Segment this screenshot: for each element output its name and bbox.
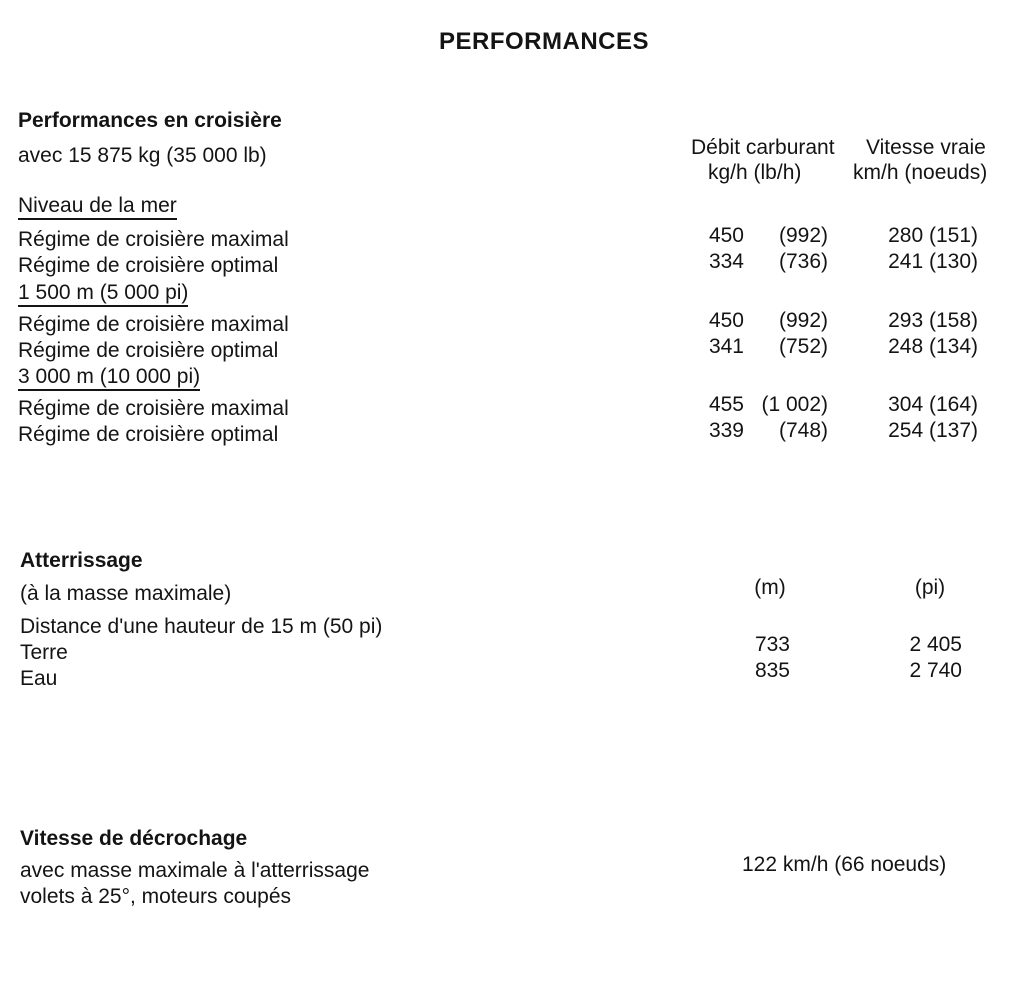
fuel-lb: (752) (778, 335, 828, 358)
true-speed: 241 (130) (888, 250, 978, 273)
page-title: PERFORMANCES (438, 28, 649, 55)
fuel-kg: 341 (708, 335, 744, 358)
landing-subtitle: (à la masse maximale) (20, 582, 232, 605)
fuel-kg: 450 (708, 224, 744, 247)
fuel-kg: 450 (708, 309, 744, 332)
row-label: Régime de croisière maximal (18, 397, 289, 420)
fuel-lb: (992) (778, 309, 828, 332)
unit-feet: (pi) (914, 576, 946, 599)
group-label-3000m: 3 000 m (10 000 pi) (18, 366, 200, 391)
row-label: Régime de croisière optimal (18, 254, 279, 277)
fuel-lb: (736) (778, 250, 828, 273)
unit-meters: (m) (754, 576, 786, 599)
fuel-kg: 334 (708, 250, 744, 273)
stall-condition-1: avec masse maximale à l'atterrissage (20, 859, 370, 882)
true-speed: 254 (137) (888, 419, 978, 442)
true-speed: 248 (134) (888, 335, 978, 358)
true-speed: 293 (158) (888, 309, 978, 332)
landing-row-label: Terre (20, 641, 68, 664)
group-label-1500m: 1 500 m (5 000 pi) (18, 282, 188, 307)
stall-speed-value: 122 km/h (66 noeuds) (742, 853, 947, 876)
fuel-header-1: Débit carburant (691, 136, 835, 159)
speed-header-2: km/h (noeuds) (853, 161, 988, 184)
landing-distance-label: Distance d'une hauteur de 15 m (50 pi) (20, 615, 383, 638)
landing-distance-ft: 2 405 (909, 633, 962, 656)
fuel-header-2: kg/h (lb/h) (708, 161, 802, 184)
fuel-lb: (748) (778, 419, 828, 442)
landing-row-label: Eau (20, 667, 58, 690)
cruise-mass: avec 15 875 kg (35 000 lb) (18, 144, 267, 167)
stall-heading: Vitesse de décrochage (20, 827, 248, 850)
fuel-kg: 339 (708, 419, 744, 442)
landing-distance-m: 835 (754, 659, 790, 682)
landing-heading: Atterrissage (20, 549, 143, 572)
speed-header-1: Vitesse vraie (866, 136, 986, 159)
group-label-sea-level: Niveau de la mer (18, 195, 177, 220)
row-label: Régime de croisière optimal (18, 339, 279, 362)
row-label: Régime de croisière maximal (18, 228, 289, 251)
true-speed: 304 (164) (888, 393, 978, 416)
fuel-lb: (992) (778, 224, 828, 247)
landing-distance-m: 733 (754, 633, 790, 656)
fuel-kg: 455 (708, 393, 744, 416)
fuel-lb: (1 002) (761, 393, 828, 416)
cruise-heading: Performances en croisière (18, 109, 282, 132)
stall-condition-2: volets à 25°, moteurs coupés (20, 885, 292, 908)
true-speed: 280 (151) (888, 224, 978, 247)
row-label: Régime de croisière optimal (18, 423, 279, 446)
row-label: Régime de croisière maximal (18, 313, 289, 336)
landing-distance-ft: 2 740 (909, 659, 962, 682)
